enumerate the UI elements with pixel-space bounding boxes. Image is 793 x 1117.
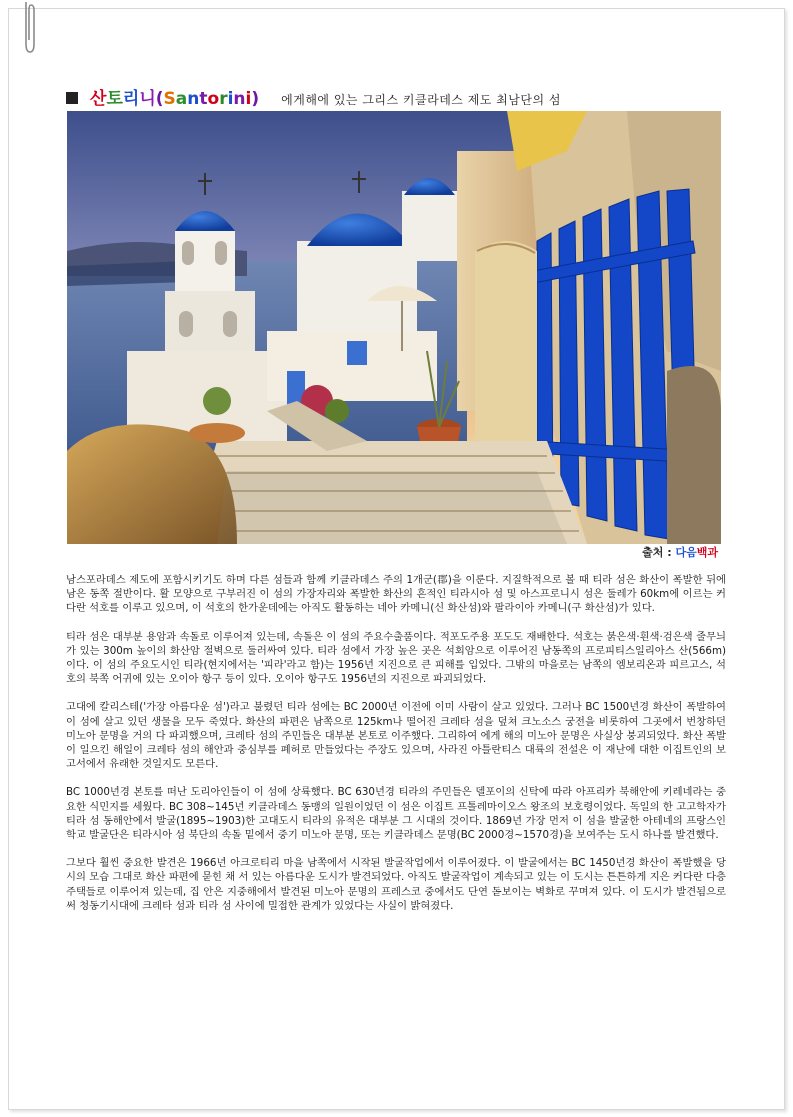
title-letter: n: [233, 89, 246, 109]
title-name: [90, 84, 259, 109]
paragraph: 남스포라데스 제도에 포함시키기도 하며 다른 섬들과 함께 키클라데스 주의 1개군(郡)을 이룬다. 지질학적으로 볼 때 티라 섬은 화산이 폭발한 뒤에 남은 동쪽 절반이다. 활 모양으로 구부러진 이 섬의 가장자리와 폭발한 화산의 흔적인 티라시아 섬 및 아스프로니시 섬은 둘레가 60km에 이르는 커다란 석호를 이루고 있으며, 이 석호의 한가운데에는 아직도 활동하는 네아 카메니(신 화산섬)와 팔라이아 카메니(구 화산섬)가 있다.: [66, 574, 726, 615]
title-letter: a: [175, 89, 188, 109]
title-letter: i: [227, 89, 234, 109]
title-letter: 토: [106, 89, 123, 109]
article-body: [66, 573, 726, 927]
paragraph: BC 1000년경 본토를 떠난 도리아인들이 이 섬에 상륙했다. BC 630년경 티라의 주민들은 델포이의 신탁에 따라 아프리카 북해안에 키레네라는 중요한 식민지를 세웠다. BC 308~145년 키클라데스 동맹의 일원이었던 이 섬은 이집트 프톨레마이오스 왕조의 보호령이었다. 독일의 한 고고학자가 티라 섬 동해안에서 발굴(1895~1903)한 고대도시 티라의 유적은 대부분 그 시대의 것이다. 1869년 가장 먼저 이 섬을 발굴한 아테네의 프랑스인 학교 발굴단은 티라시아 섬 북단의 속돌 밑에서 중기 미노아 문명, 또는 키클라데스 문명(BC 2000경~1570경)을 보여주는 도시 하나를 발견했다.: [66, 786, 726, 842]
title-letter: r: [219, 89, 228, 109]
santorini-photo: [67, 111, 721, 544]
credit-label: 출처 :: [642, 546, 676, 559]
title-letter: (: [155, 89, 164, 109]
photo-credit: [642, 544, 718, 560]
title-letter: i: [245, 89, 252, 109]
title-letter: ): [251, 89, 260, 109]
title-subtitle: 에게해에 있는 그리스 키클라데스 제도 최남단의 섬: [281, 93, 561, 107]
paragraph: 티라 섬은 대부분 용암과 속돌로 이루어져 있는데, 속돌은 이 섬의 주요수출품이다. 적포도주용 포도도 재배한다. 석호는 붉은색·흰색·검은색 줄무늬가 있는 300m 높이의 화산암 절벽으로 둘러싸여 있다. 티라 섬에서 가장 높은 곳은 석회암으로 이루어진 남동쪽의 프로피티스일리아스 산(566m)이다. 이 섬의 주요도시인 티라(현지에서는 '피라'라고 함)는 1956년 지진으로 큰 피해를 입었다. 그밖의 마을로는 남쪽의 엠보리온과 피르고스, 석호의 북쪽 어귀에 있는 오이아 항구 등이 있다. 오이아 항구도 1956년의 지진으로 파괴되었다.: [66, 630, 726, 686]
title-bullet-icon: [66, 92, 78, 104]
paper-clip-icon: [22, 0, 36, 60]
title-letter: o: [207, 89, 220, 109]
title-letter: n: [187, 89, 200, 109]
title-letter: 리: [122, 89, 140, 109]
title-letter: 니: [139, 89, 156, 109]
title-letter: S: [163, 89, 176, 109]
credit-source-baekgwa: 백과: [696, 546, 718, 559]
credit-source-daum: 다음: [675, 546, 697, 559]
page-title: [66, 84, 726, 108]
paragraph: 그보다 훨씬 중요한 발견은 1966년 아크로티리 마을 남쪽에서 시작된 발굴작업에서 이루어졌다. 이 발굴에서는 BC 1450년경 화산이 폭발했을 당시의 모습 그대로 화산 파편에 묻힌 채 서 있는 아름다운 도시가 발견되었다. 아직도 발굴작업이 계속되고 있는 이 도시는 튼튼하게 지은 커다란 다층 주택들로 이루어져 있는데, 집 안은 지중해에서 발견된 미노아 문명의 프레스코 중에서도 단연 돋보이는 벽화로 꾸며져 있다. 이 도시가 발견됨으로써 청동기시대에 크레타 섬과 티라 섬 사이에 밀접한 관계가 있었다는 사실이 밝혀졌다.: [66, 857, 726, 912]
title-letter: t: [199, 89, 208, 109]
paragraph: 고대에 칼리스테('가장 아름다운 섬')라고 불렸던 티라 섬에는 BC 2000년 이전에 이미 사람이 살고 있었다. 그러나 BC 1500년경 화산이 폭발하여 이 섬에 살고 있던 생물을 모두 죽였다. 화산의 파편은 남쪽으로 125km나 떨어진 크레타 섬을 덮쳐 크노소스 궁전을 비롯하여 그곳에서 번창하던 미노아 문명을 거의 다 파괴했으며, 크레타 섬의 주민들은 대부분 본토로 이주했다. 그리하여 에게 해의 미노아 문명은 사실상 붕괴되었다. 화산 폭발이 일으킨 해일이 크레타 섬의 해안과 중심부를 폐허로 만들었다는 주장도 있으며, 사라진 아틀란티스 대륙의 전설은 이 재난에 대한 이집트인의 보고서에서 유래한 것일지도 모른다.: [66, 701, 726, 771]
title-letter: 산: [90, 89, 107, 109]
